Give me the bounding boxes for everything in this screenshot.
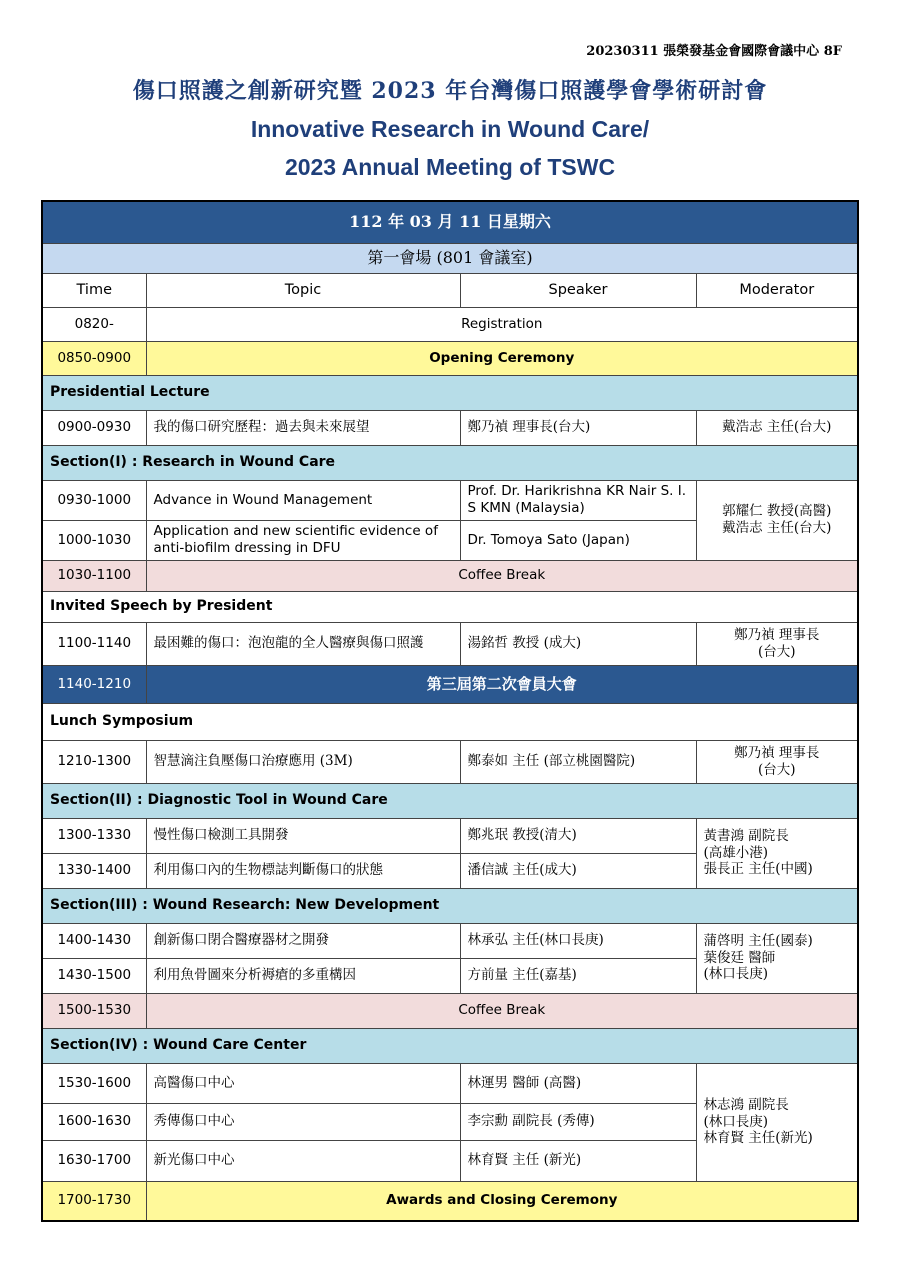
- section-row: [42, 591, 858, 622]
- time-cell: 1210-1300: [42, 740, 146, 783]
- section-row: [42, 888, 858, 923]
- moderator-line: 郭耀仁 教授(高醫): [722, 503, 832, 520]
- topic-cell: 利用傷口內的生物標誌判斷傷口的狀態: [146, 853, 460, 888]
- speaker-cell: 林育賢 主任 (新光): [460, 1140, 696, 1181]
- moderator-line: 葉俊廷 醫師: [703, 949, 776, 966]
- topic-cell: Opening Ceremony: [146, 341, 858, 375]
- moderator-line: 林志鴻 副院長: [703, 1096, 789, 1113]
- moderator-line: 黃書鴻 副院長: [703, 827, 789, 844]
- moderator-cell: [696, 480, 858, 560]
- table-row: [42, 622, 858, 665]
- col-time-header: Time: [42, 273, 146, 307]
- topic-cell: 利用魚骨圖來分析褥瘡的多重構因: [146, 958, 460, 993]
- col-moderator-header: Moderator: [696, 273, 858, 307]
- moderator-line: 蒲啓明 主任(國泰): [703, 932, 813, 949]
- title-english-line1: Innovative Research in Wound Care/: [250, 116, 650, 142]
- topic-cell: 第三屆第二次會員大會: [146, 665, 858, 703]
- table-row: [42, 1181, 858, 1221]
- speaker-cell: 林運男 醫師 (高醫): [460, 1063, 696, 1103]
- topic-cell: 秀傳傷口中心: [146, 1103, 460, 1140]
- table-row: [42, 560, 858, 591]
- hall-row: [42, 243, 858, 273]
- topic-cell: Application and new scientific evidence of anti-biofilm dressing in DFU: [146, 520, 460, 560]
- table-row: [42, 740, 858, 783]
- col-speaker-header: Speaker: [460, 273, 696, 307]
- topic-cell: Awards and Closing Ceremony: [146, 1181, 858, 1221]
- moderator-cell: [696, 622, 858, 665]
- moderator-cell: [696, 740, 858, 783]
- hall-cell: 第一會場 (801 會議室): [42, 243, 858, 273]
- time-cell: 1140-1210: [42, 665, 146, 703]
- moderator-line: 鄭乃禎 理事長: [734, 626, 820, 643]
- moderator-cell: [696, 818, 858, 888]
- section-row: [42, 1028, 858, 1063]
- topic-cell: 新光傷口中心: [146, 1140, 460, 1181]
- topic-cell: 高醫傷口中心: [146, 1063, 460, 1103]
- speaker-cell: 林承弘 主任(林口長庚): [460, 923, 696, 958]
- speaker-cell: 鄭泰如 主任 (部立桃園醫院): [460, 740, 696, 783]
- topic-cell: 慢性傷口檢測工具開發: [146, 818, 460, 853]
- section-title: Section(II) : Diagnostic Tool in Wound Care: [42, 783, 858, 818]
- section-title: Section(IV) : Wound Care Center: [42, 1028, 858, 1063]
- time-cell: 0930-1000: [42, 480, 146, 520]
- moderator-cell: 戴浩志 主任(台大): [696, 410, 858, 445]
- title-chinese: 傷口照護之創新研究暨 2023 年台灣傷口照護學會學術研討會: [132, 78, 768, 104]
- moderator-line: 戴浩志 主任(台大): [722, 520, 832, 536]
- column-header-row: [42, 273, 858, 307]
- venue-note: 20230311 張榮發基金會國際會議中心 8F: [586, 44, 842, 59]
- table-row: [42, 1063, 858, 1103]
- moderator-line: 鄭乃禎 理事長: [734, 744, 820, 761]
- topic-cell: Coffee Break: [146, 560, 858, 591]
- topic-cell: Advance in Wound Management: [146, 480, 460, 520]
- agenda-table: [41, 200, 859, 1222]
- moderator-line: (林口長庚): [703, 1113, 769, 1130]
- moderator-cell: [696, 1063, 858, 1181]
- time-cell: 0850-0900: [42, 341, 146, 375]
- topic-cell: 最困難的傷口：泡泡龍的全人醫療與傷口照護: [146, 622, 460, 665]
- time-cell: 1400-1430: [42, 923, 146, 958]
- section-title: Section(III) : Wound Research: New Development: [42, 888, 858, 923]
- time-cell: 1030-1100: [42, 560, 146, 591]
- moderator-line: (高雄小港): [703, 844, 769, 861]
- section-title: Invited Speech by President: [42, 591, 858, 622]
- date-cell: 112 年 03 月 11 日星期六: [42, 201, 858, 243]
- speaker-cell: 湯銘哲 教授 (成大): [460, 622, 696, 665]
- table-row: [42, 410, 858, 445]
- topic-cell: Registration: [146, 307, 858, 341]
- topic-cell: 智慧滴注負壓傷口治療應用 (3M): [146, 740, 460, 783]
- moderator-line: (台大): [758, 643, 796, 660]
- speaker-cell: 鄭兆珉 教授(清大): [460, 818, 696, 853]
- speaker-cell: Prof. Dr. Harikrishna KR Nair S. I. S KMN (Malaysia): [460, 480, 696, 520]
- moderator-cell: [696, 923, 858, 993]
- moderator-line: (林口長庚): [703, 966, 769, 983]
- time-cell: 1430-1500: [42, 958, 146, 993]
- section-row: [42, 783, 858, 818]
- time-cell: 1100-1140: [42, 622, 146, 665]
- topic-cell: Coffee Break: [146, 993, 858, 1028]
- speaker-cell: 方前量 主任(嘉基): [460, 958, 696, 993]
- table-row: [42, 480, 858, 520]
- time-cell: 1300-1330: [42, 818, 146, 853]
- table-row: [42, 307, 858, 341]
- moderator-line: (台大): [758, 761, 796, 778]
- table-row: [42, 818, 858, 853]
- date-row: [42, 201, 858, 243]
- table-row: [42, 341, 858, 375]
- section-row: [42, 375, 858, 410]
- speaker-cell: Dr. Tomoya Sato (Japan): [460, 520, 696, 560]
- time-cell: 0900-0930: [42, 410, 146, 445]
- section-title: Presidential Lecture: [42, 375, 858, 410]
- col-topic-header: Topic: [146, 273, 460, 307]
- table-row: [42, 665, 858, 703]
- time-cell: 1600-1630: [42, 1103, 146, 1140]
- table-row: [42, 923, 858, 958]
- topic-cell: 我的傷口研究歷程：過去與未來展望: [146, 410, 460, 445]
- moderator-line: 張長正 主任(中國): [703, 861, 813, 878]
- time-cell: 1700-1730: [42, 1181, 146, 1221]
- section-title: Section(I) : Research in Wound Care: [42, 445, 858, 480]
- topic-cell: 創新傷口閉合醫療器材之開發: [146, 923, 460, 958]
- table-row: [42, 993, 858, 1028]
- time-cell: 1630-1700: [42, 1140, 146, 1181]
- title-english-line2: 2023 Annual Meeting of TSWC: [284, 154, 616, 180]
- speaker-cell: 鄭乃禎 理事長(台大): [460, 410, 696, 445]
- time-cell: 1530-1600: [42, 1063, 146, 1103]
- section-row: [42, 703, 858, 740]
- speaker-cell: 潘信誠 主任(成大): [460, 853, 696, 888]
- time-cell: 1330-1400: [42, 853, 146, 888]
- time-cell: 1000-1030: [42, 520, 146, 560]
- moderator-line: 林育賢 主任(新光): [703, 1130, 813, 1147]
- section-row: [42, 445, 858, 480]
- time-cell: 0820-: [42, 307, 146, 341]
- section-title: Lunch Symposium: [42, 703, 858, 740]
- speaker-cell: 李宗勳 副院長 (秀傳): [460, 1103, 696, 1140]
- time-cell: 1500-1530: [42, 993, 146, 1028]
